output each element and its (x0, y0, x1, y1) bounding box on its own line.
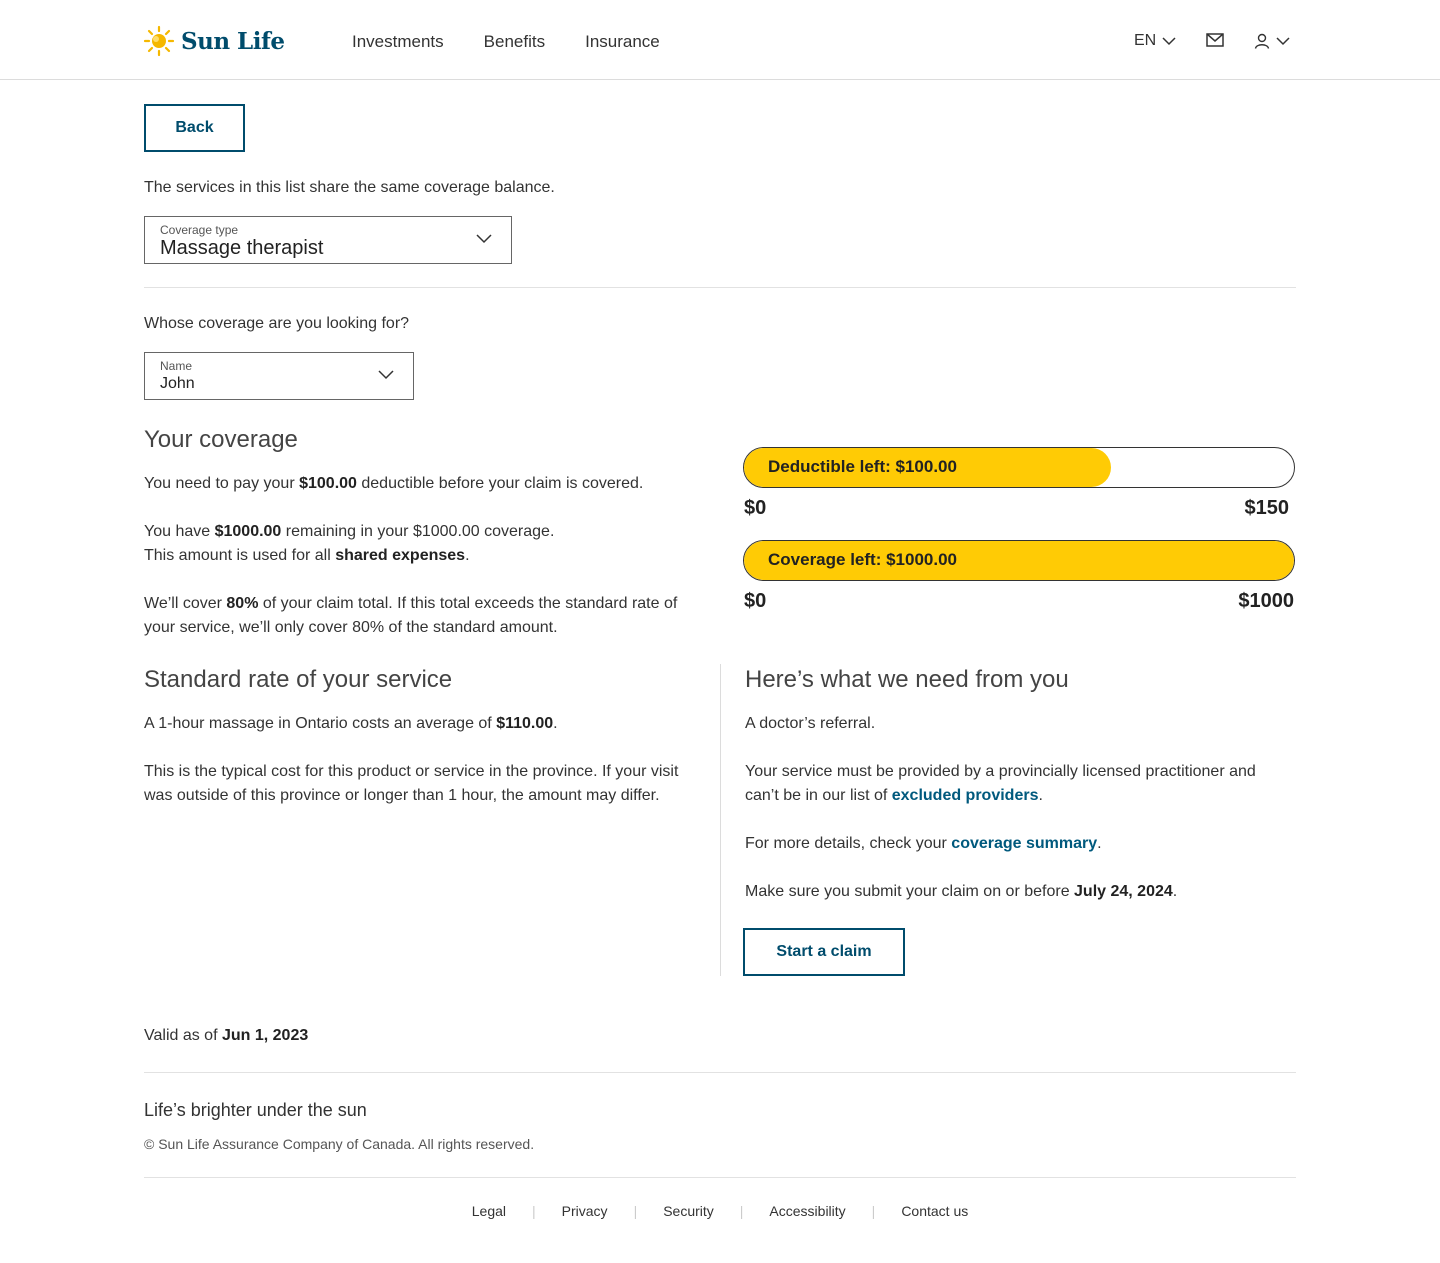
cover-percent-text-2: your service, we’ll only cover 80% of the standard amount. (144, 619, 558, 636)
footer-link-contact[interactable]: Contact us (901, 1203, 969, 1219)
separator: | (871, 1203, 876, 1219)
your-coverage-heading: Your coverage (144, 426, 298, 453)
header-utilities (1134, 32, 1176, 50)
copyright: © Sun Life Assurance Company of Canada. All rights reserved. (144, 1136, 535, 1152)
valid-date: Valid as of Jun 1, 2023 (144, 1027, 309, 1044)
section-divider (144, 287, 1296, 288)
column-divider (720, 664, 721, 976)
chevron-down-icon (378, 370, 394, 380)
deductible-min: $0 (744, 497, 767, 519)
deductible-left-label: Deductible left: $100.00 (768, 457, 957, 476)
nav-insurance[interactable]: Insurance (585, 32, 660, 51)
details-text: For more details, check your coverage summary. (745, 835, 1102, 852)
chevron-down-icon (1162, 37, 1176, 46)
shared-balance-note: The services in this list share the same coverage balance. (144, 179, 555, 196)
coverage-type-value: Massage therapist (160, 237, 324, 259)
remaining-text: You have $1000.00 remaining in your $1000.00 coverage. (144, 523, 555, 540)
typical-cost-text: This is the typical cost for this product or service in the province. If your visit (144, 763, 679, 780)
separator: | (739, 1203, 744, 1219)
sun-life-logo[interactable] (143, 24, 285, 58)
back-button[interactable]: Back (144, 104, 245, 152)
name-label: Name (160, 359, 193, 373)
deadline-text: Make sure you submit your claim on or before July 24, 2024. (745, 883, 1178, 900)
footer-tagline: Life’s brighter under the sun (144, 1100, 367, 1120)
separator: | (532, 1203, 536, 1219)
deductible-progress-bar (743, 447, 1295, 488)
language-label: EN (1134, 32, 1157, 49)
deductible-max: $150 (1244, 497, 1289, 519)
chevron-down-icon (1276, 37, 1290, 46)
excluded-text: can’t be in our list of excluded providers. (745, 787, 1043, 804)
excluded-providers-link[interactable]: excluded providers (891, 787, 1039, 804)
user-icon (1254, 33, 1270, 49)
messages-button[interactable] (1206, 33, 1224, 52)
requirements-heading: Here’s what we need from you (745, 666, 1069, 693)
standard-rate-heading: Standard rate of your service (144, 666, 453, 693)
separator: | (633, 1203, 638, 1219)
account-menu[interactable] (1254, 33, 1290, 49)
cover-percent-text: We’ll cover 80% of your claim total. If this total exceeds the standard rate of (144, 595, 678, 612)
deductible-text: You need to pay your $100.00 deductible before your claim is covered. (144, 475, 644, 492)
footer-links (0, 1203, 1440, 1219)
language-selector[interactable] (1134, 32, 1176, 50)
referral-text: A doctor’s referral. (745, 715, 876, 732)
shared-expenses-text: This amount is used for all shared expenses. (144, 547, 470, 564)
coverage-min: $0 (744, 590, 767, 612)
coverage-progress-bar (743, 540, 1295, 581)
nav-investments[interactable]: Investments (352, 32, 444, 51)
standard-rate-text: A 1-hour massage in Ontario costs an average of $110.00. (144, 715, 558, 732)
coverage-type-select[interactable] (144, 216, 512, 264)
main-nav (352, 32, 660, 52)
coverage-left-label: Coverage left: $1000.00 (768, 550, 957, 569)
coverage-summary-link[interactable]: coverage summary (951, 835, 1098, 852)
footer-divider (144, 1072, 1296, 1073)
sun-logo-icon (143, 25, 175, 57)
practitioner-text: Your service must be provided by a provincially licensed practitioner and (745, 763, 1256, 780)
name-select[interactable] (144, 352, 414, 400)
coverage-max: $1000 (1238, 590, 1294, 612)
typical-cost-text-2: was outside of this province or longer than 1 hour, the amount may differ. (144, 787, 660, 804)
whose-coverage-question: Whose coverage are you looking for? (144, 315, 410, 332)
start-claim-button[interactable]: Start a claim (743, 928, 905, 976)
mail-icon (1206, 33, 1224, 47)
nav-benefits[interactable]: Benefits (483, 32, 546, 51)
footer-link-legal[interactable]: Legal (471, 1203, 507, 1219)
footer-link-accessibility[interactable]: Accessibility (769, 1203, 846, 1219)
site-header (0, 0, 1440, 80)
name-value: John (160, 375, 195, 392)
footer-divider-2 (144, 1177, 1296, 1178)
coverage-type-label: Coverage type (160, 223, 239, 237)
chevron-down-icon (476, 234, 492, 244)
footer-link-privacy[interactable]: Privacy (561, 1203, 608, 1219)
brand-name: Sun Life (181, 27, 285, 55)
footer-link-security[interactable]: Security (663, 1203, 714, 1219)
